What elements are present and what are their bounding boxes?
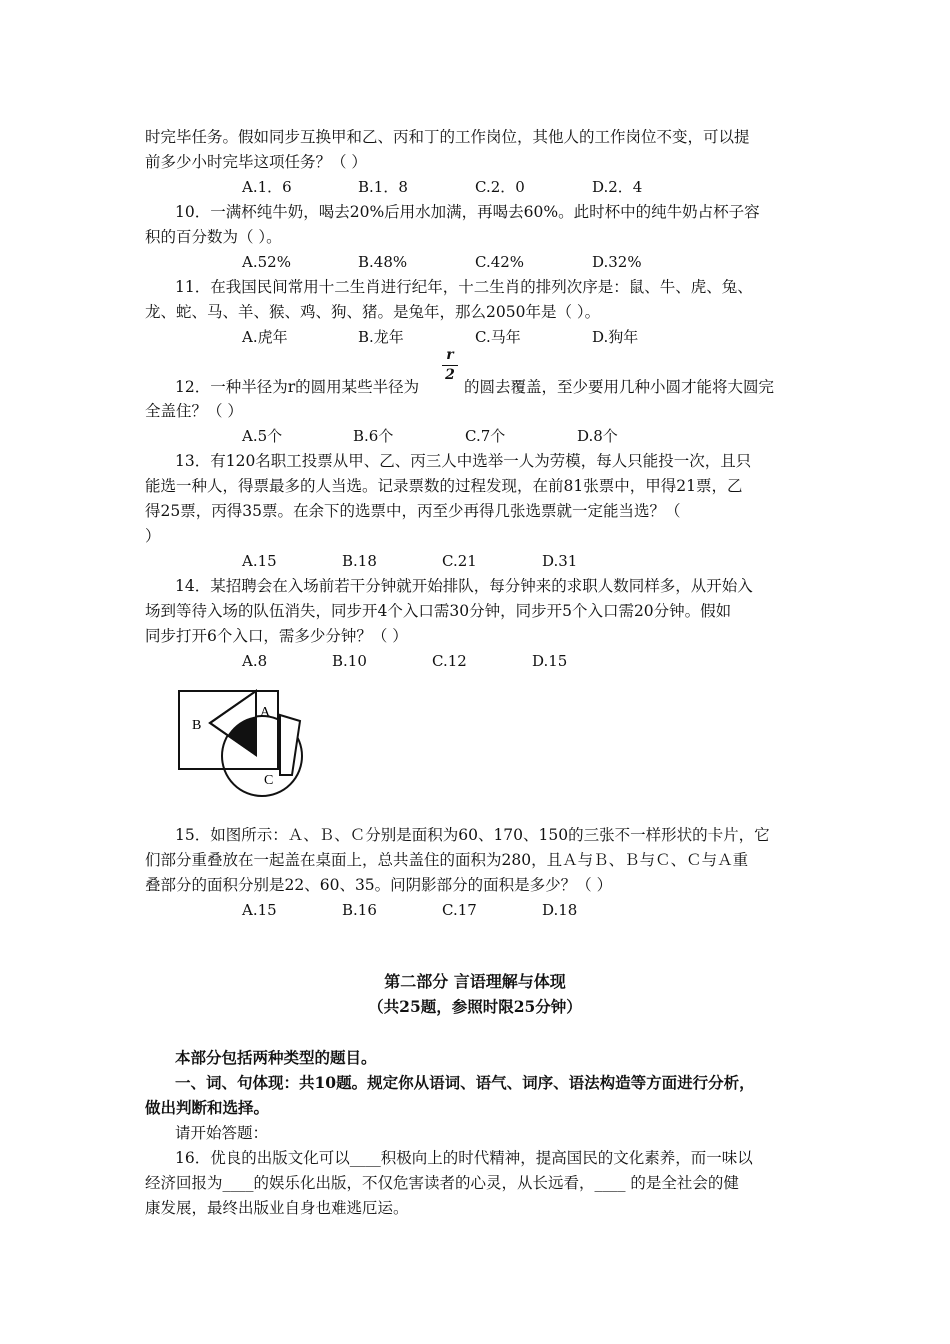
q16-line-3: 康发展，最终出版业自身也难逃厄运。	[145, 1199, 409, 1217]
fraction-denominator: 2	[445, 367, 455, 383]
q10-option-a: A.52%	[242, 253, 291, 271]
q11-option-d: D.狗年	[592, 328, 639, 346]
q15-option-d: D.18	[542, 901, 578, 919]
q15-line-2: 们部分重叠放在一起盖在桌面上，总共盖住的面积为280，且Ａ与Ｂ、Ｂ与Ｃ、Ｃ与Ａ重	[145, 851, 749, 869]
fraction-bar	[442, 365, 458, 366]
q13-option-c: C.21	[442, 552, 477, 570]
part2-subtitle: （共25题，参照时限25分钟）	[368, 997, 582, 1016]
label-c: C	[264, 773, 274, 788]
q12-line-2: 全盖住？（ ）	[145, 402, 243, 420]
q9-option-b: B.1．8	[358, 178, 408, 196]
part2-title: 第二部分 言语理解与体现	[384, 972, 566, 991]
q12-line-1a: 12．一种半径为r的圆用某些半径为	[175, 378, 420, 396]
q12-option-a: A.5个	[242, 427, 283, 445]
q10-option-c: C.42%	[475, 253, 525, 271]
q13-line-4: ）	[145, 527, 161, 545]
fraction-numerator: r	[446, 347, 454, 363]
q14-option-a: A.8	[242, 652, 268, 670]
q9-option-c: C.2．0	[475, 178, 525, 196]
q15-option-a: A.15	[242, 901, 277, 919]
q11-option-c: C.马年	[475, 328, 521, 346]
q12-option-d: D.8个	[577, 427, 618, 445]
q12-option-b: B.6个	[353, 427, 394, 445]
r-over-2-fraction	[442, 347, 458, 384]
q12-line-1b: 的圆去覆盖，至少要用几种小圆才能将大圆完	[464, 378, 775, 396]
q13-line-2: 能选一种人，得票最多的人当选。记录票数的过程发现，在前81张票中，甲得21票，乙	[145, 477, 743, 495]
start-answer-text: 请开始答题：	[175, 1124, 269, 1142]
q11-option-b: B.龙年	[358, 328, 404, 346]
q9-line-1: 时完毕任务。假如同步互换甲和乙、丙和丁的工作岗位，其他人的工作岗位不变，可以提	[145, 128, 750, 146]
quadrilateral-a	[280, 715, 300, 775]
q11-line-1: 11．在我国民间常用十二生肖进行纪年，十二生肖的排列次序是：鼠、牛、虎、兔、	[175, 278, 753, 296]
label-b: B	[192, 718, 202, 733]
q15-option-c: C.17	[442, 901, 477, 919]
q13-line-3: 得25票，丙得35票。在余下的选票中，丙至少再得几张选票就一定能当选？（	[145, 502, 681, 520]
q13-option-d: D.31	[542, 552, 578, 570]
q16-line-2: 经济回报为____的娱乐化出版，不仅危害读者的心灵，从长远看，____ 的是全社会的健	[145, 1174, 739, 1192]
q15-line-1: 15．如图所示：Ａ、Ｂ、Ｃ分别是面积为60、170、150的三张不一样形状的卡片，它	[175, 826, 770, 844]
q15-option-b: B.16	[342, 901, 377, 919]
overlap-figure	[170, 683, 315, 803]
q10-line-2: 积的百分数为（ ）。	[145, 228, 282, 246]
q14-line-1: 14．某招聘会在入场前若干分钟就开始排队，每分钟来的求职人数同样多，从开始入	[175, 577, 753, 595]
q11-line-2: 龙、蛇、马、羊、猴、鸡、狗、猪。是兔年，那么2050年是（ ）。	[145, 303, 601, 321]
q10-option-d: D.32%	[592, 253, 642, 271]
q9-option-a: A.1．6	[242, 178, 292, 196]
q10-option-b: B.48%	[358, 253, 408, 271]
q10-line-1: 10．一满杯纯牛奶，喝去20%后用水加满，再喝去60%。此时杯中的纯牛奶占杯子容	[175, 203, 760, 221]
q13-option-b: B.18	[342, 552, 377, 570]
q13-option-a: A.15	[242, 552, 277, 570]
q9-option-d: D.2．4	[592, 178, 643, 196]
section1-line-2: 做出判断和选择。	[145, 1098, 270, 1117]
q9-line-2: 前多少小时完毕这项任务？（ ）	[145, 153, 367, 171]
q14-line-3: 同步打开6个入口，需多少分钟？（ ）	[145, 627, 408, 645]
q14-option-d: D.15	[532, 652, 568, 670]
section1-line-1: 一、词、句体现：共10题。规定你从语词、语气、词序、语法构造等方面进行分析，	[175, 1073, 755, 1092]
q14-option-c: C.12	[432, 652, 467, 670]
q14-line-2: 场到等待入场的队伍消失，同步开4个入口需30分钟，同步开5个入口需20分钟。假如	[145, 602, 732, 620]
q13-line-1: 13．有120名职工投票从甲、乙、丙三人中选举一人为劳模，每人只能投一次，且只	[175, 452, 752, 470]
q11-option-a: A.虎年	[242, 328, 288, 346]
part2-intro: 本部分包括两种类型的题目。	[175, 1048, 377, 1067]
q14-option-b: B.10	[332, 652, 367, 670]
q12-option-c: C.7个	[465, 427, 506, 445]
label-a: A	[260, 705, 271, 720]
q16-line-1: 16．优良的出版文化可以____积极向上的时代精神，提高国民的文化素养，而一味以	[175, 1149, 753, 1167]
q15-line-3: 叠部分的面积分别是22、60、35。问阴影部分的面积是多少？（ ）	[145, 876, 613, 894]
